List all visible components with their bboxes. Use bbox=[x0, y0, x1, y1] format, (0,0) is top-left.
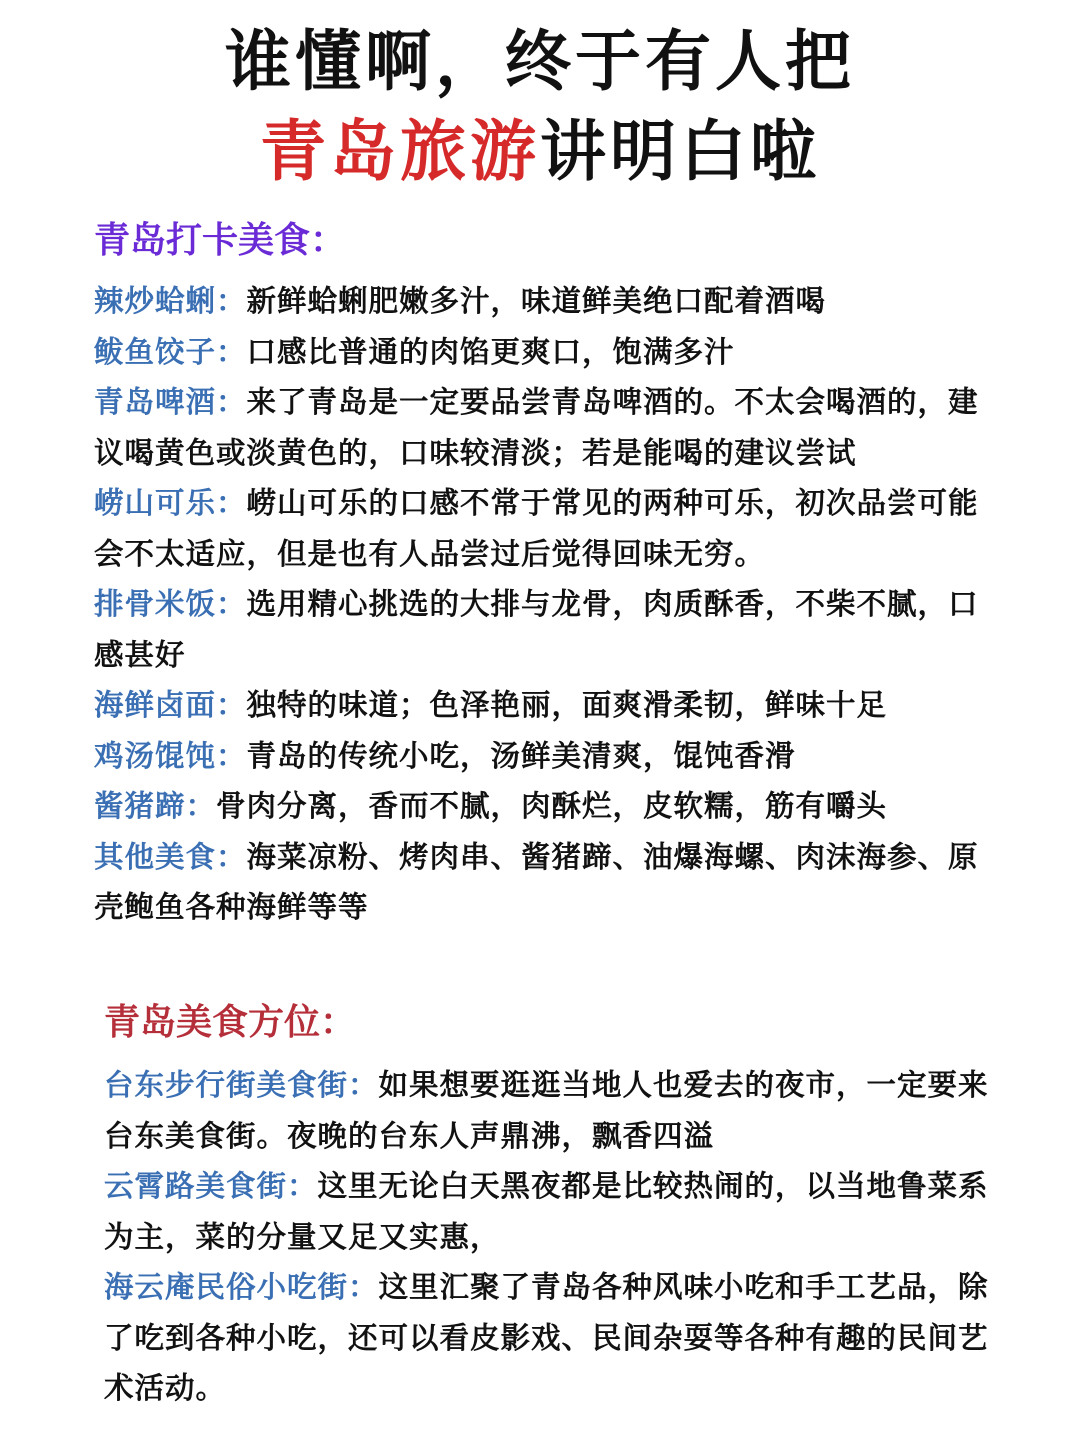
food-desc: 骨肉分离，香而不腻，肉酥烂，皮软糯，筋有嚼头 bbox=[216, 788, 888, 823]
food-label: 酱猪蹄： bbox=[94, 788, 217, 823]
food-desc: 独特的味道；色泽艳丽，面爽滑柔韧，鲜味十足 bbox=[246, 687, 888, 722]
location-desc: 这里汇聚了青岛各种风味小吃和手工艺品，除了吃到各种小吃，还可以看皮影戏、民间杂耍等各种有趣的民间艺术活动。 bbox=[104, 1269, 989, 1405]
food-label: 青岛啤酒： bbox=[94, 384, 247, 419]
food-desc: 海菜凉粉、烤肉串、酱猪蹄、油爆海螺、肉沫海参、原壳鲍鱼各种海鲜等等 bbox=[94, 838, 979, 924]
food-item-seafood-noodles bbox=[94, 680, 994, 731]
food-item-chicken-wonton bbox=[94, 731, 994, 782]
food-item-pork-rib-rice bbox=[94, 579, 994, 680]
location-label: 海云庵民俗小吃街： bbox=[104, 1269, 379, 1304]
food-desc: 选用精心挑选的大排与龙骨，肉质酥香，不柴不腻，口感甚好 bbox=[94, 586, 979, 672]
location-item-yunxiao bbox=[104, 1161, 1004, 1262]
food-item-other bbox=[94, 832, 994, 933]
title-line-2 bbox=[0, 112, 1080, 192]
location-desc: 如果想要逛逛当地人也爱去的夜市，一定要来台东美食街。夜晚的台东人声鼎沸，飘香四溢 bbox=[104, 1067, 989, 1153]
food-item-pig-trotters bbox=[94, 781, 994, 832]
food-section-heading: 青岛打卡美食： bbox=[94, 219, 347, 261]
food-item-tsingtao-beer bbox=[94, 377, 994, 478]
food-label: 其他美食： bbox=[94, 838, 247, 874]
title-line-1: 谁懂啊，终于有人把 bbox=[225, 23, 855, 100]
food-desc: 崂山可乐的口感不常于常见的两种可乐，初次品尝可能会不太适应，但是也有人品尝过后觉得回味无穷。 bbox=[94, 485, 979, 571]
food-label: 海鲜卤面： bbox=[94, 687, 247, 722]
title-highlight: 青岛旅游 bbox=[260, 113, 540, 190]
food-desc: 青岛的传统小吃，汤鲜美清爽，馄饨香滑 bbox=[246, 737, 796, 773]
location-label: 云霄路美食街： bbox=[104, 1168, 318, 1203]
food-label: 鸡汤馄饨： bbox=[94, 737, 247, 773]
location-desc: 这里无论白天黑夜都是比较热闹的，以当地鲁菜系为主，菜的分量又足又实惠， bbox=[104, 1168, 989, 1254]
food-label: 排骨米饭： bbox=[94, 586, 247, 621]
food-label: 崂山可乐： bbox=[94, 485, 247, 520]
location-label: 台东步行街美食街： bbox=[104, 1067, 379, 1102]
food-desc: 来了青岛是一定要品尝青岛啤酒的。不太会喝酒的，建议喝黄色或淡黄色的，口味较清淡；若是能喝的建议尝试 bbox=[94, 384, 979, 470]
title-rest: 讲明白啦 bbox=[540, 113, 820, 190]
food-item-spicy-clams bbox=[94, 276, 994, 327]
food-label: 辣炒蛤蜊： bbox=[94, 283, 247, 318]
food-list bbox=[94, 276, 994, 933]
food-item-laoshan-cola bbox=[94, 478, 994, 579]
food-desc: 新鲜蛤蜊肥嫩多汁，味道鲜美绝口配着酒喝 bbox=[246, 283, 827, 318]
food-desc: 口感比普通的肉馅更爽口，饱满多汁 bbox=[246, 333, 735, 369]
location-item-taidong bbox=[104, 1060, 1004, 1161]
location-section-heading: 青岛美食方位： bbox=[104, 1001, 357, 1043]
location-item-haiyunan bbox=[104, 1262, 1004, 1414]
location-list bbox=[104, 1060, 1004, 1414]
food-label: 鲅鱼饺子： bbox=[94, 333, 247, 369]
food-item-mackerel-dumplings bbox=[94, 327, 994, 378]
